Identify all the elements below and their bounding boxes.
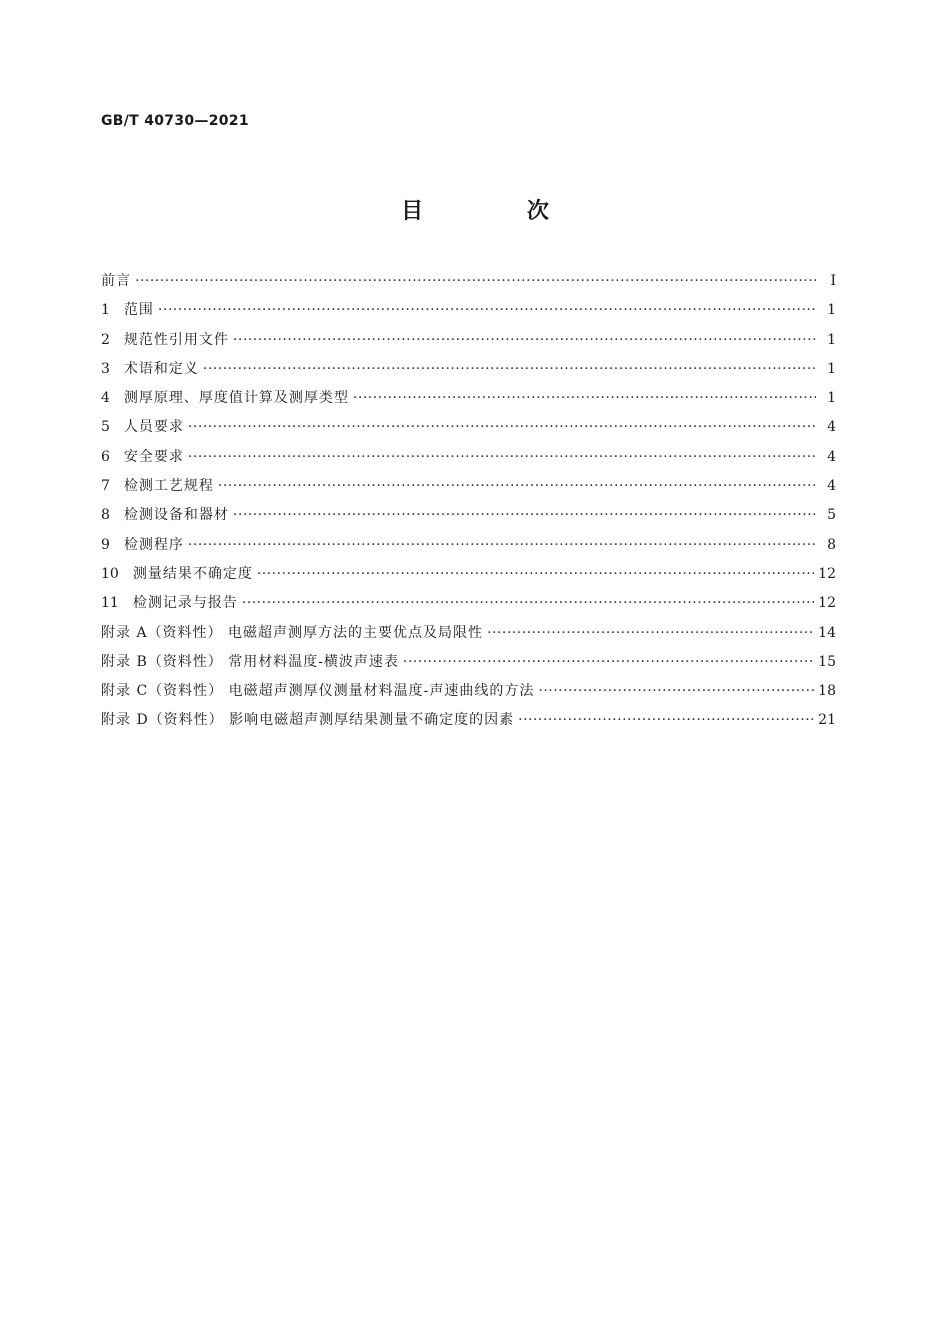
- toc-dot-leader: [188, 419, 816, 435]
- toc-entry-label: [101, 592, 242, 612]
- toc-dot-leader: [538, 683, 814, 699]
- toc-entry-text: 人员要求: [123, 419, 184, 436]
- toc-entry-number: 1: [101, 302, 110, 319]
- toc-entry-label: [101, 651, 403, 671]
- toc-entry-label: [101, 709, 518, 729]
- toc-entry-text: 检测记录与报告: [132, 595, 238, 612]
- toc-entry-page: 12: [818, 565, 836, 582]
- toc-dot-leader: [233, 332, 816, 348]
- toc-entry-page: 18: [818, 683, 836, 700]
- toc-entry-label: [101, 504, 233, 524]
- toc-entry-text: 附录 C（资料性） 电磁超声测厚仪测量材料温度-声速曲线的方法: [101, 683, 535, 700]
- toc-dot-leader: [203, 361, 816, 377]
- toc-entry[interactable]: [101, 446, 836, 475]
- toc-entry-text: 附录 D（资料性） 影响电磁超声测厚结果测量不确定度的因素: [101, 712, 515, 729]
- toc-dot-leader: [257, 566, 814, 582]
- page-title: 目 次: [401, 199, 597, 224]
- toc-entry-label: [101, 387, 353, 407]
- toc-entry-page: 1: [827, 360, 836, 377]
- toc-entry-number: 4: [101, 390, 110, 407]
- toc-entry[interactable]: [101, 622, 836, 651]
- toc-entry[interactable]: [101, 651, 836, 680]
- toc-entry-page: 21: [818, 712, 836, 729]
- toc-entry-page: 1: [827, 331, 836, 348]
- table-of-contents: [101, 270, 836, 739]
- toc-entry-text: 术语和定义: [123, 360, 199, 377]
- toc-entry[interactable]: [101, 387, 836, 416]
- toc-entry-label: [101, 563, 257, 583]
- toc-dot-leader: [403, 654, 814, 670]
- toc-entry-label: [101, 270, 135, 290]
- toc-entry-number: 6: [101, 448, 110, 465]
- toc-entry-text: 检测设备和器材: [123, 507, 229, 524]
- toc-dot-leader: [188, 449, 816, 465]
- toc-entry-number: 8: [101, 507, 110, 524]
- toc-entry-page: 5: [827, 507, 836, 524]
- toc-entry-text: 范围: [123, 302, 154, 319]
- toc-entry-text: 附录 B（资料性） 常用材料温度-横波声速表: [101, 653, 399, 670]
- toc-entry[interactable]: [101, 504, 836, 533]
- toc-entry-text: 前言: [101, 273, 131, 289]
- toc-entry[interactable]: [101, 592, 836, 621]
- toc-dot-leader: [242, 595, 814, 611]
- toc-entry[interactable]: [101, 299, 836, 328]
- toc-entry[interactable]: [101, 416, 836, 445]
- toc-entry[interactable]: [101, 329, 836, 358]
- toc-entry-page: 15: [818, 653, 836, 670]
- toc-entry[interactable]: [101, 709, 836, 738]
- toc-dot-leader: [158, 302, 816, 318]
- toc-entry-page: Ⅰ: [830, 273, 836, 289]
- toc-entry-label: [101, 680, 538, 700]
- standard-code: GB/T 40730—2021: [101, 113, 249, 129]
- toc-dot-leader: [487, 625, 814, 641]
- toc-entry[interactable]: [101, 270, 836, 299]
- toc-entry-number: 3: [101, 360, 110, 377]
- toc-entry[interactable]: [101, 563, 836, 592]
- toc-entry-number: 11: [101, 595, 119, 612]
- toc-dot-leader: [135, 273, 816, 289]
- toc-entry-label: [101, 622, 487, 642]
- toc-entry-page: 8: [827, 536, 836, 553]
- toc-dot-leader: [218, 478, 816, 494]
- toc-entry-page: 4: [827, 448, 836, 465]
- toc-entry-text: 测量结果不确定度: [132, 565, 253, 582]
- toc-entry[interactable]: [101, 358, 836, 387]
- toc-entry-page: 1: [827, 390, 836, 407]
- toc-entry-label: [101, 534, 188, 554]
- toc-entry-number: 10: [101, 565, 119, 582]
- toc-entry-text: 检测程序: [123, 536, 184, 553]
- toc-entry-page: 4: [827, 419, 836, 436]
- toc-entry-label: [101, 329, 233, 349]
- toc-entry[interactable]: [101, 475, 836, 504]
- toc-entry-page: 4: [827, 478, 836, 495]
- toc-entry-number: 7: [101, 478, 110, 495]
- toc-dot-leader: [188, 537, 816, 553]
- toc-dot-leader: [353, 390, 816, 406]
- toc-entry-text: 测厚原理、厚度值计算及测厚类型: [123, 390, 349, 407]
- toc-entry-page: 1: [827, 302, 836, 319]
- toc-entry-page: 12: [818, 595, 836, 612]
- toc-entry-number: 2: [101, 331, 110, 348]
- toc-entry-text: 检测工艺规程: [123, 478, 214, 495]
- toc-entry-page: 14: [818, 624, 836, 641]
- toc-entry-text: 规范性引用文件: [123, 331, 229, 348]
- toc-entry-label: [101, 446, 188, 466]
- toc-entry-number: 9: [101, 536, 110, 553]
- toc-entry-text: 附录 A（资料性） 电磁超声测厚方法的主要优点及局限性: [101, 624, 484, 641]
- toc-entry-text: 安全要求: [123, 448, 184, 465]
- toc-entry-label: [101, 475, 218, 495]
- toc-entry-label: [101, 299, 158, 319]
- toc-dot-leader: [518, 712, 814, 728]
- toc-entry-label: [101, 358, 203, 378]
- toc-dot-leader: [233, 507, 816, 523]
- toc-entry[interactable]: [101, 534, 836, 563]
- toc-entry-number: 5: [101, 419, 110, 436]
- toc-entry[interactable]: [101, 680, 836, 709]
- toc-entry-label: [101, 416, 188, 436]
